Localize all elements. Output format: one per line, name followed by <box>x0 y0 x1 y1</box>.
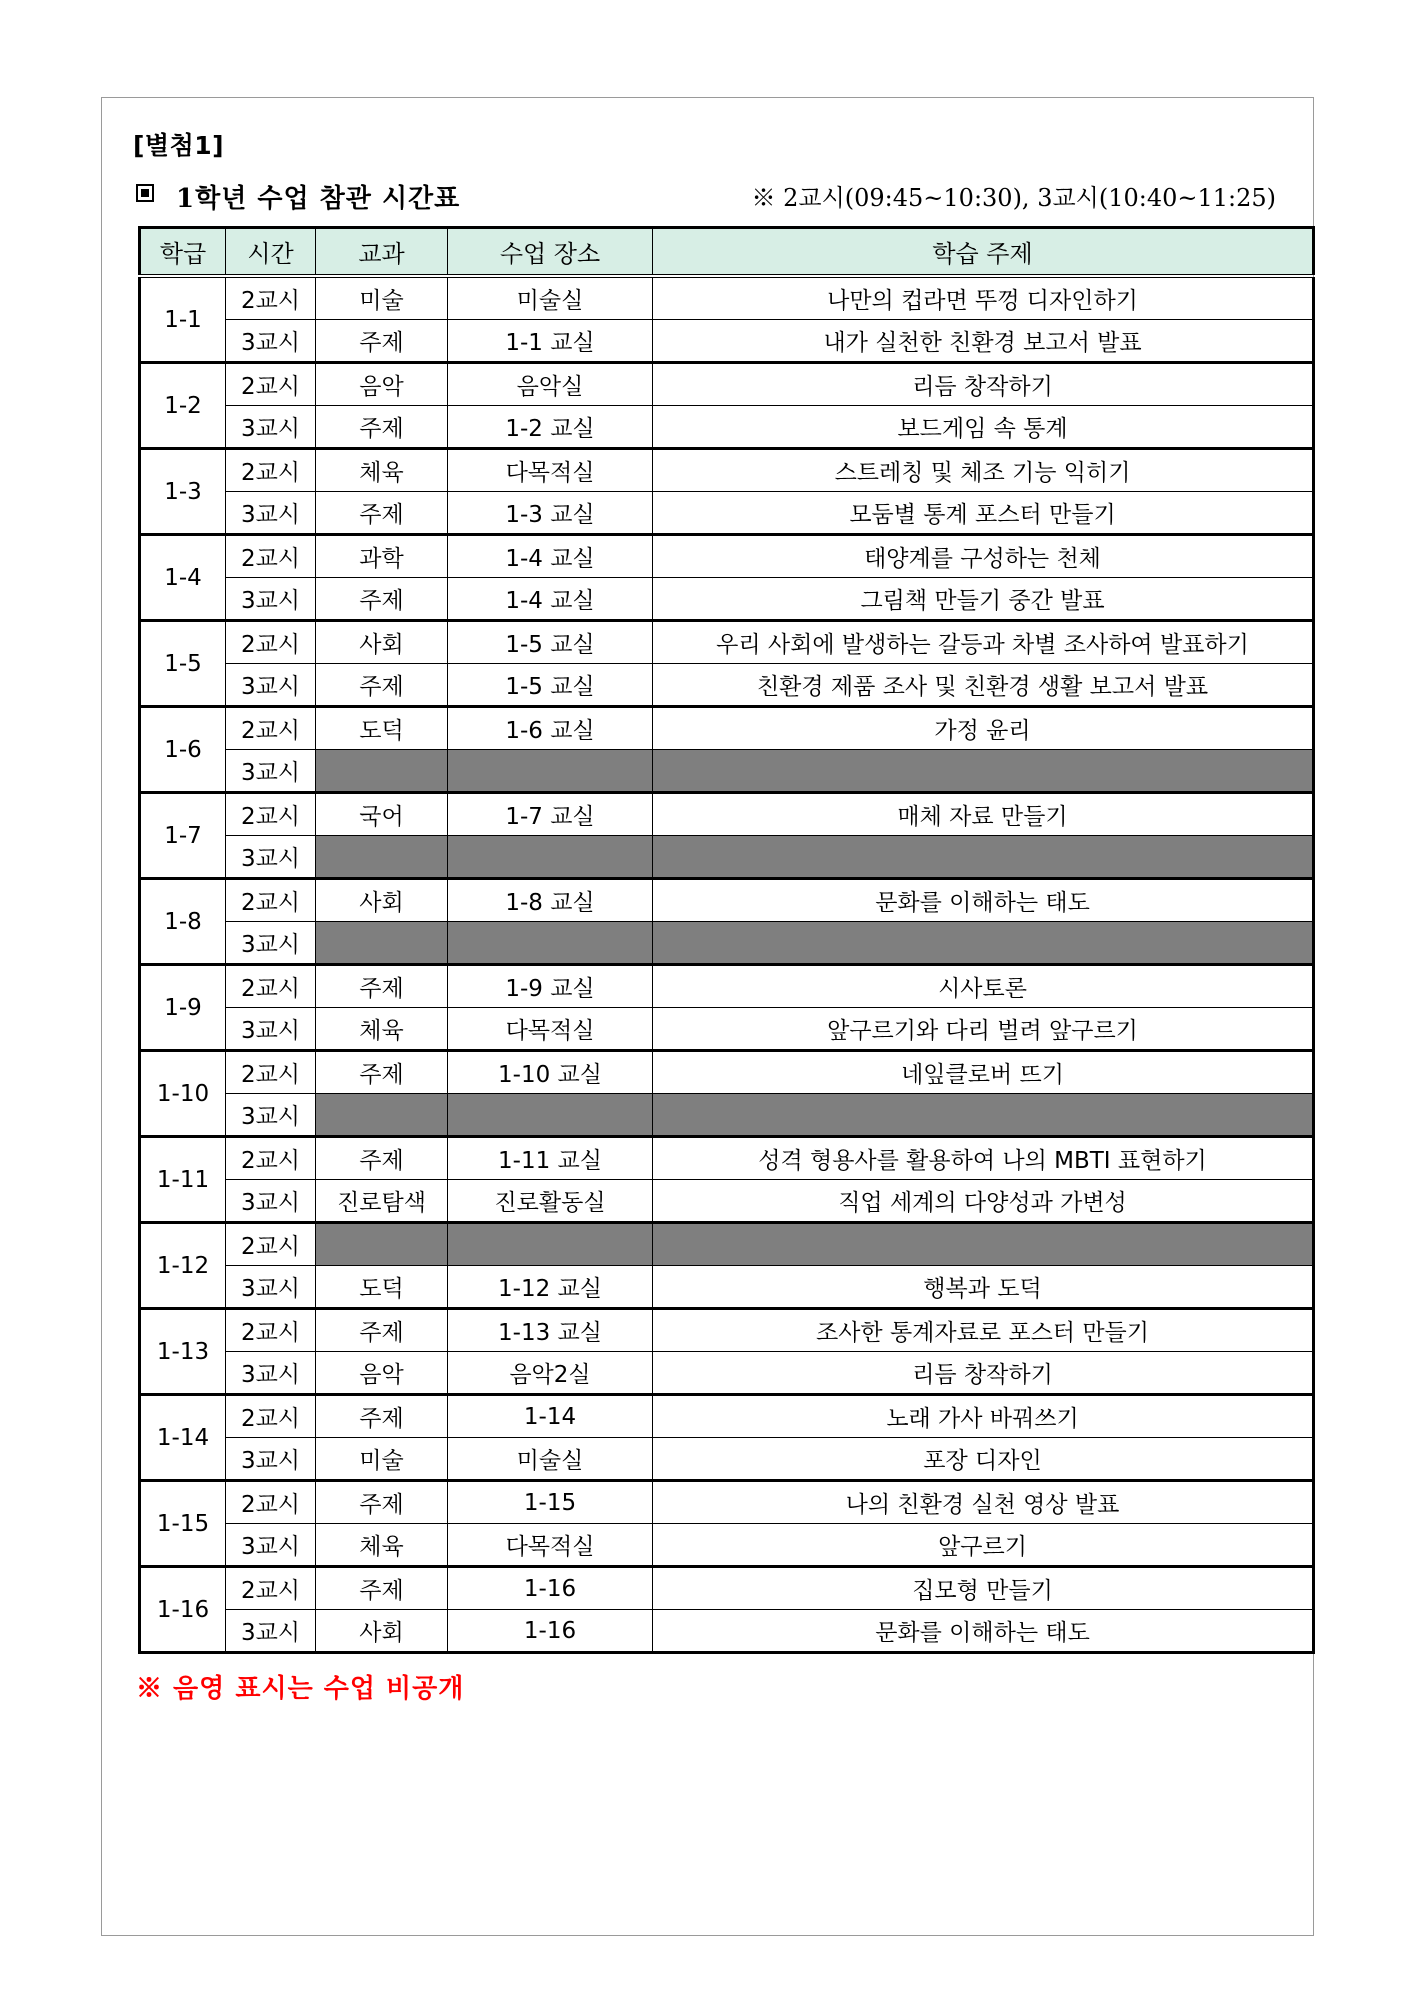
shaded-room-cell <box>448 922 653 965</box>
period-cell: 2교시 <box>226 621 316 664</box>
topic-cell: 매체 자료 만들기 <box>653 793 1314 836</box>
subject-cell: 주제 <box>316 406 448 449</box>
table-row <box>140 922 1314 965</box>
shaded-topic-cell <box>653 836 1314 879</box>
room-cell: 1-5 교실 <box>448 664 653 707</box>
shaded-room-cell <box>448 1094 653 1137</box>
room-cell: 1-3 교실 <box>448 492 653 535</box>
room-cell: 1-9 교실 <box>448 965 653 1008</box>
room-cell: 미술실 <box>448 1438 653 1481</box>
subject-cell: 주제 <box>316 1481 448 1524</box>
subject-cell: 체육 <box>316 449 448 492</box>
subject-cell: 체육 <box>316 1008 448 1051</box>
topic-cell: 가정 윤리 <box>653 707 1314 750</box>
room-cell: 1-1 교실 <box>448 320 653 363</box>
table-row <box>140 707 1314 750</box>
period-cell: 3교시 <box>226 1352 316 1395</box>
table-row <box>140 578 1314 621</box>
table-row <box>140 320 1314 363</box>
schedule-body <box>140 276 1314 1653</box>
period-cell: 2교시 <box>226 1481 316 1524</box>
period-cell: 3교시 <box>226 1094 316 1137</box>
topic-cell: 내가 실천한 친환경 보고서 발표 <box>653 320 1314 363</box>
subject-cell: 주제 <box>316 965 448 1008</box>
table-row <box>140 492 1314 535</box>
subject-cell: 진로탐색 <box>316 1180 448 1223</box>
topic-cell: 문화를 이해하는 태도 <box>653 879 1314 922</box>
subject-cell: 주제 <box>316 1051 448 1094</box>
room-cell: 1-5 교실 <box>448 621 653 664</box>
square-bullet-icon <box>136 184 154 202</box>
subject-cell: 사회 <box>316 621 448 664</box>
table-row <box>140 836 1314 879</box>
class-cell: 1-3 <box>140 449 226 535</box>
room-cell: 1-8 교실 <box>448 879 653 922</box>
table-row <box>140 1438 1314 1481</box>
period-cell: 2교시 <box>226 879 316 922</box>
topic-cell: 시사토론 <box>653 965 1314 1008</box>
header-room: 수업 장소 <box>448 228 653 277</box>
room-cell: 1-16 <box>448 1610 653 1653</box>
room-cell: 1-7 교실 <box>448 793 653 836</box>
subject-cell: 주제 <box>316 1137 448 1180</box>
room-cell: 다목적실 <box>448 449 653 492</box>
shaded-topic-cell <box>653 1094 1314 1137</box>
room-cell: 1-13 교실 <box>448 1309 653 1352</box>
class-cell: 1-13 <box>140 1309 226 1395</box>
table-row <box>140 1094 1314 1137</box>
period-cell: 3교시 <box>226 750 316 793</box>
table-row <box>140 363 1314 406</box>
schedule-table <box>138 226 1315 1654</box>
topic-cell: 나만의 컵라면 뚜껑 디자인하기 <box>653 276 1314 320</box>
table-row <box>140 750 1314 793</box>
period-cell: 3교시 <box>226 1266 316 1309</box>
room-cell: 1-11 교실 <box>448 1137 653 1180</box>
table-row <box>140 1180 1314 1223</box>
subject-cell: 주제 <box>316 578 448 621</box>
subject-cell: 음악 <box>316 1352 448 1395</box>
subject-cell: 주제 <box>316 1395 448 1438</box>
class-cell: 1-15 <box>140 1481 226 1567</box>
period-cell: 2교시 <box>226 1567 316 1610</box>
period-cell: 3교시 <box>226 1610 316 1653</box>
shaded-subject-cell <box>316 836 448 879</box>
table-row <box>140 1051 1314 1094</box>
subject-cell: 음악 <box>316 363 448 406</box>
period-cell: 3교시 <box>226 836 316 879</box>
table-row <box>140 276 1314 320</box>
room-cell: 음악실 <box>448 363 653 406</box>
title-row <box>136 178 1276 214</box>
subject-cell: 미술 <box>316 276 448 320</box>
shaded-topic-cell <box>653 750 1314 793</box>
shaded-room-cell <box>448 836 653 879</box>
shaded-topic-cell <box>653 1223 1314 1266</box>
period-cell: 2교시 <box>226 707 316 750</box>
table-row <box>140 1223 1314 1266</box>
room-cell: 1-6 교실 <box>448 707 653 750</box>
period-cell: 3교시 <box>226 578 316 621</box>
period-cell: 3교시 <box>226 1008 316 1051</box>
table-row <box>140 1309 1314 1352</box>
period-cell: 2교시 <box>226 363 316 406</box>
period-cell: 2교시 <box>226 1309 316 1352</box>
table-row <box>140 1481 1314 1524</box>
table-row <box>140 965 1314 1008</box>
topic-cell: 우리 사회에 발생하는 갈등과 차별 조사하여 발표하기 <box>653 621 1314 664</box>
topic-cell: 네잎클로버 뜨기 <box>653 1051 1314 1094</box>
topic-cell: 직업 세계의 다양성과 가변성 <box>653 1180 1314 1223</box>
shaded-topic-cell <box>653 922 1314 965</box>
topic-cell: 행복과 도덕 <box>653 1266 1314 1309</box>
table-row <box>140 1395 1314 1438</box>
class-cell: 1-5 <box>140 621 226 707</box>
class-cell: 1-12 <box>140 1223 226 1309</box>
topic-cell: 태양계를 구성하는 천체 <box>653 535 1314 578</box>
subject-cell: 주제 <box>316 664 448 707</box>
period-cell: 3교시 <box>226 1524 316 1567</box>
header-class: 학급 <box>140 228 226 277</box>
subject-cell: 미술 <box>316 1438 448 1481</box>
class-cell: 1-7 <box>140 793 226 879</box>
topic-cell: 스트레칭 및 체조 기능 익히기 <box>653 449 1314 492</box>
footer-note: ※ 음영 표시는 수업 비공개 <box>136 1674 465 1704</box>
topic-cell: 조사한 통계자료로 포스터 만들기 <box>653 1309 1314 1352</box>
topic-cell: 노래 가사 바꿔쓰기 <box>653 1395 1314 1438</box>
topic-cell: 모둠별 통계 포스터 만들기 <box>653 492 1314 535</box>
period-cell: 2교시 <box>226 965 316 1008</box>
topic-cell: 앞구르기 <box>653 1524 1314 1567</box>
table-row <box>140 535 1314 578</box>
table-row <box>140 793 1314 836</box>
room-cell: 1-16 <box>448 1567 653 1610</box>
period-cell: 2교시 <box>226 535 316 578</box>
period-cell: 2교시 <box>226 1051 316 1094</box>
subject-cell: 주제 <box>316 1309 448 1352</box>
table-row <box>140 879 1314 922</box>
class-cell: 1-9 <box>140 965 226 1051</box>
table-row <box>140 1524 1314 1567</box>
topic-cell: 보드게임 속 통계 <box>653 406 1314 449</box>
class-cell: 1-2 <box>140 363 226 449</box>
room-cell: 미술실 <box>448 276 653 320</box>
table-row <box>140 449 1314 492</box>
table-row <box>140 1567 1314 1610</box>
room-cell: 1-2 교실 <box>448 406 653 449</box>
subject-cell: 사회 <box>316 1610 448 1653</box>
room-cell: 진로활동실 <box>448 1180 653 1223</box>
shaded-room-cell <box>448 1223 653 1266</box>
topic-cell: 성격 형용사를 활용하여 나의 MBTI 표현하기 <box>653 1137 1314 1180</box>
room-cell: 다목적실 <box>448 1008 653 1051</box>
subject-cell: 주제 <box>316 320 448 363</box>
period-cell: 3교시 <box>226 922 316 965</box>
header-topic: 학습 주제 <box>653 228 1314 277</box>
room-cell: 다목적실 <box>448 1524 653 1567</box>
subject-cell: 도덕 <box>316 1266 448 1309</box>
room-cell: 1-10 교실 <box>448 1051 653 1094</box>
table-row <box>140 1137 1314 1180</box>
period-cell: 3교시 <box>226 492 316 535</box>
class-cell: 1-8 <box>140 879 226 965</box>
topic-cell: 앞구르기와 다리 벌려 앞구르기 <box>653 1008 1314 1051</box>
period-cell: 3교시 <box>226 1180 316 1223</box>
table-row <box>140 664 1314 707</box>
shaded-subject-cell <box>316 1094 448 1137</box>
header-subject: 교과 <box>316 228 448 277</box>
period-cell: 2교시 <box>226 1223 316 1266</box>
shaded-subject-cell <box>316 922 448 965</box>
table-row <box>140 1610 1314 1653</box>
room-cell: 1-12 교실 <box>448 1266 653 1309</box>
topic-cell: 친환경 제품 조사 및 친환경 생활 보고서 발표 <box>653 664 1314 707</box>
period-cell: 3교시 <box>226 320 316 363</box>
topic-cell: 문화를 이해하는 태도 <box>653 1610 1314 1653</box>
period-cell: 2교시 <box>226 1137 316 1180</box>
period-cell: 2교시 <box>226 1395 316 1438</box>
period-cell: 2교시 <box>226 449 316 492</box>
subject-cell: 주제 <box>316 1567 448 1610</box>
table-header-row <box>140 228 1314 277</box>
shaded-room-cell <box>448 750 653 793</box>
class-cell: 1-16 <box>140 1567 226 1653</box>
topic-cell: 리듬 창작하기 <box>653 363 1314 406</box>
subject-cell: 사회 <box>316 879 448 922</box>
class-cell: 1-10 <box>140 1051 226 1137</box>
page-title: 1학년 수업 참관 시간표 <box>176 184 461 214</box>
room-cell: 1-15 <box>448 1481 653 1524</box>
period-cell: 2교시 <box>226 276 316 320</box>
class-cell: 1-11 <box>140 1137 226 1223</box>
topic-cell: 그림책 만들기 중간 발표 <box>653 578 1314 621</box>
subject-cell: 주제 <box>316 492 448 535</box>
period-cell: 3교시 <box>226 664 316 707</box>
class-cell: 1-14 <box>140 1395 226 1481</box>
room-cell: 1-4 교실 <box>448 535 653 578</box>
topic-cell: 리듬 창작하기 <box>653 1352 1314 1395</box>
class-cell: 1-6 <box>140 707 226 793</box>
subject-cell: 국어 <box>316 793 448 836</box>
table-row <box>140 406 1314 449</box>
period-cell: 3교시 <box>226 406 316 449</box>
table-row <box>140 1008 1314 1051</box>
header-period: 시간 <box>226 228 316 277</box>
room-cell: 1-14 <box>448 1395 653 1438</box>
attachment-label: [별첨1] <box>133 131 225 160</box>
table-row <box>140 621 1314 664</box>
room-cell: 음악2실 <box>448 1352 653 1395</box>
class-cell: 1-4 <box>140 535 226 621</box>
subject-cell: 과학 <box>316 535 448 578</box>
topic-cell: 포장 디자인 <box>653 1438 1314 1481</box>
time-note: ※ 2교시(09:45~10:30), 3교시(10:40~11:25) <box>751 184 1276 212</box>
period-cell: 3교시 <box>226 1438 316 1481</box>
shaded-subject-cell <box>316 1223 448 1266</box>
subject-cell: 도덕 <box>316 707 448 750</box>
period-cell: 2교시 <box>226 793 316 836</box>
topic-cell: 집모형 만들기 <box>653 1567 1314 1610</box>
table-row <box>140 1352 1314 1395</box>
class-cell: 1-1 <box>140 276 226 363</box>
table-row <box>140 1266 1314 1309</box>
shaded-subject-cell <box>316 750 448 793</box>
subject-cell: 체육 <box>316 1524 448 1567</box>
topic-cell: 나의 친환경 실천 영상 발표 <box>653 1481 1314 1524</box>
room-cell: 1-4 교실 <box>448 578 653 621</box>
